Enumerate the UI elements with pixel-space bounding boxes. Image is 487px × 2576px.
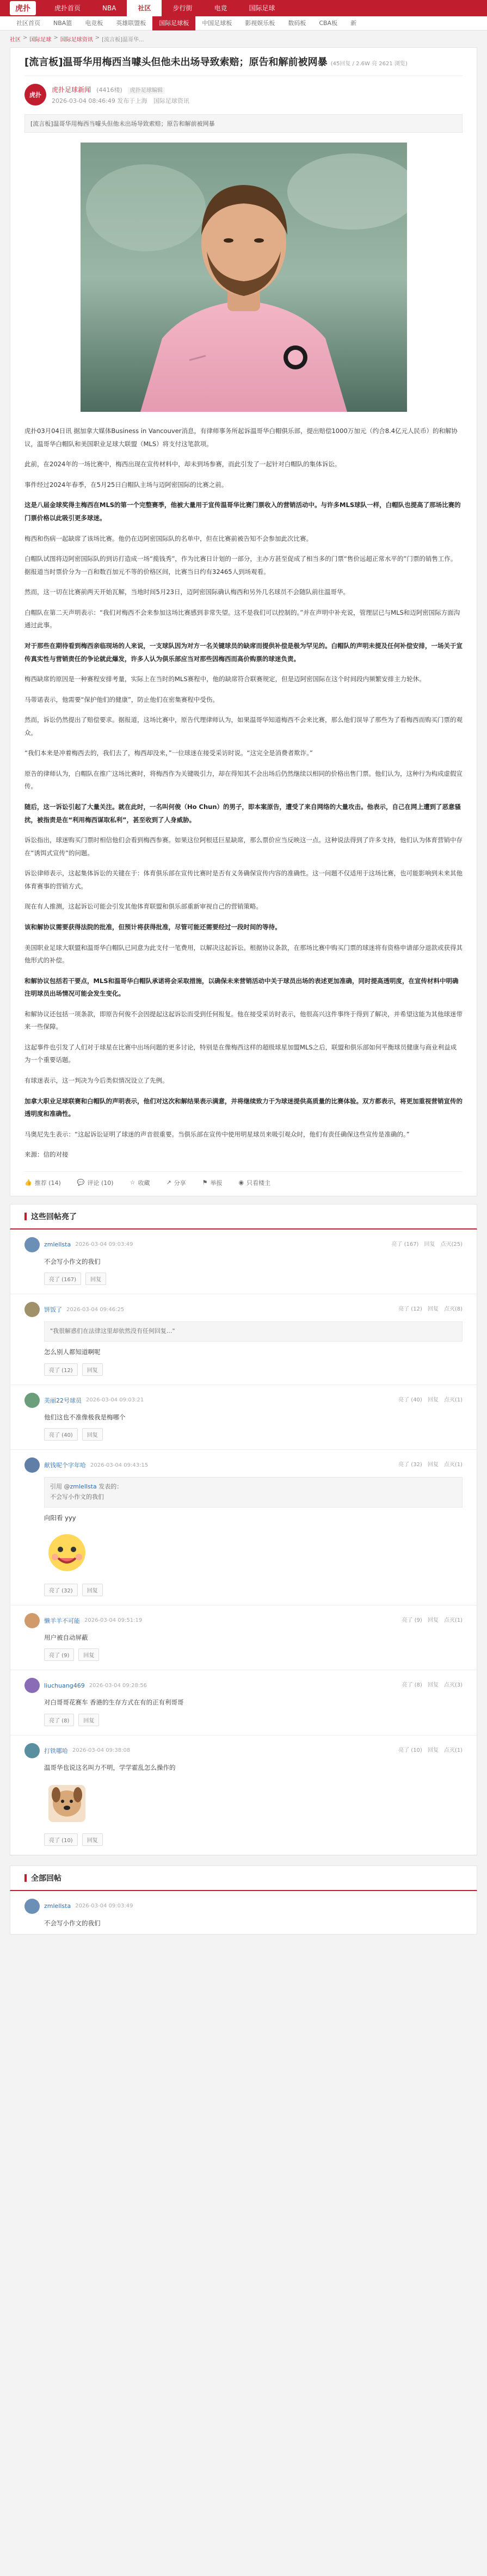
reply-link[interactable]: 回复 [427,1682,439,1689]
site-logo[interactable]: 虎扑 [10,1,36,15]
light-button[interactable]: 亮了 (167) [44,1272,81,1285]
light-button[interactable]: 亮了 (32) [44,1584,78,1596]
article-paragraph: 然而，诉讼仍然提出了赔偿要求。据报道，这场比赛中，原告代理律师认为，如果温哥华知道梅西不会来比赛，那么他们误导了那些为了看梅西而购买门票的观众。 [24,716,463,737]
top-nav-bar [0,0,487,16]
dog-sticker [44,1778,90,1824]
reply-link[interactable]: 回复 [427,1617,439,1623]
comment-text: 怎么别人都知道啊呢 [44,1348,101,1356]
subnav-item[interactable]: 影视娱乐板 [245,19,275,27]
avatar-logo-text: 虎扑 [29,91,41,99]
subnav-item-active[interactable]: 国际足球板 [152,16,195,30]
favorite-button[interactable] [130,1178,150,1187]
nav-intl-football[interactable]: 国际足球 [249,4,275,12]
breadcrumb-sep: > [23,35,28,41]
article-paragraph: 和解协议还包括一项条款，即原告何俊不会因提起这起诉讼而受到任何报复。他在接受采访时表示，他很高兴这件事终于得到了解决，并希望这能为其他球迷带来一些保障。 [24,1010,463,1031]
article-paragraph: 现在有人推测，这起诉讼可能会引发其他体育联盟和俱乐部重新审视自己的营销策略。 [24,903,262,911]
flag-icon: ⚑ [202,1179,208,1187]
breadcrumb [0,30,487,47]
reply-button[interactable]: 回复 [82,1428,103,1441]
breadcrumb-sep: > [53,35,58,41]
article-paragraph: 梅西缺席的原因是一种赛程安排考量，实际上在当时的MLS赛程中，他的缺席符合联赛规定，但是迈阿密国际在这个时间段内频繁安排主力轮休。 [24,675,426,683]
like-link[interactable]: 亮了 (32) [398,1462,422,1468]
author-avatar[interactable] [24,84,46,106]
comment-user[interactable]: 饼饭了 [44,1306,62,1314]
article-paragraph: 这起事件也引发了人们对于球星在比赛中出场问题的更多讨论，特别是在像梅西这样的超级球星加盟MLS之后，联盟和俱乐部如何平衡球员健康与商业利益成为一个重要话题。 [24,1043,457,1064]
reply-button[interactable]: 回复 [78,1714,99,1726]
comment-time: 2026-03-04 09:38:08 [72,1747,131,1754]
article-source: 来源：信的对接 [24,1151,69,1159]
article-paragraph: 此前，在2024年的一场比赛中，梅西出现在宣传材料中，却未到场参赛，而此引发了一起针对白帽队的集体诉讼。 [24,460,341,468]
section-bar [24,1874,27,1882]
post-quote: [流言板]温哥华用梅西当噱头但他未出场导致索赔；原告和解前被网暴 [24,114,463,133]
main-nav [44,0,286,16]
share-label: 分享 [174,1179,186,1187]
reply-button[interactable]: 回复 [85,1272,106,1285]
like-link[interactable]: 亮了 (9) [402,1617,422,1623]
article-paragraph-bold: 加拿大职业足球联赛和白帽队的声明表示，他们对这次和解结果表示满意，并将继续致力于为球迷提供高质量的比赛体验。双方都表示，将更加重视营销宣传的透明度和准确性。 [24,1097,463,1118]
subnav-item[interactable]: CBA板 [319,19,338,27]
comment-user[interactable]: zmlellsta [44,1902,71,1910]
comment-time: 2026-03-04 09:51:19 [84,1617,143,1624]
like-link[interactable]: 亮了 (8) [402,1682,422,1689]
comment-user[interactable]: 打铁哪哈 [44,1747,68,1755]
user-avatar[interactable] [24,1678,40,1693]
author-name[interactable]: 虎扑足球新闻 [52,85,91,94]
quoted-reply: "我很解惑们在法律这里却依然没有任何回复..." [44,1321,463,1342]
comment-time: 2026-03-04 09:03:49 [75,1903,133,1910]
article-paragraph: 诉讼律师表示，这起集体诉讼的关键在于：体育俱乐部在宣传比赛时是否有义务确保宣传内容的准确性。这一问题不仅适用于这场比赛，也可能影响到未来其他体育赛事的营销方式。 [24,869,463,890]
light-button[interactable]: 亮了 (12) [44,1363,78,1376]
dislike-link[interactable]: 点灭(25) [440,1241,463,1247]
article-paragraph: 虎扑03月04日讯 据加拿大媒体Business in Vancouver消息，有律师事务所起诉温哥华白帽俱乐部，提出赔偿1000万加元（约合8.4亿元人民币）的和解协议，温哥华白帽队和美国职业足球大联盟（MLS）将支付这笔款项。 [24,427,458,448]
article-paragraph: 白帽队试图将迈阿密国际队的到访打造成一场“揽钱秀”，作为比赛日计划的一部分，主办方甚至促成了相当多的门票“售价远超正常水平的”门票的销售工作。据报道当时票价分为一百和数百加元不等的价格区间，比赛当日约有32465人到场观看。 [24,555,457,576]
article-paragraph: 白帽队在第二天声明表示：“我们对梅西不会来参加这场比赛感到非常失望。这不是我们可以控制的。”并在声明中补充说，管理层已与MLS和迈阿密国际方面沟通过此事。 [24,608,460,629]
user-avatar[interactable] [24,1237,40,1252]
report-label: 举报 [210,1179,223,1187]
comment-ops [402,1615,463,1623]
comment-time: 2026-03-04 09:46:25 [66,1306,125,1313]
comment-user[interactable]: 献钱呢个字年哈 [44,1462,86,1469]
sub-nav-bar [0,16,487,30]
report-button[interactable] [202,1178,223,1187]
like-link[interactable]: 亮了 (40) [398,1397,422,1403]
like-link[interactable]: 亮了 (12) [398,1306,422,1313]
post-action-bar [24,1171,463,1196]
post-time: 2026-03-04 08:46:49 发布于上海 [52,97,147,104]
author-tag: 虎扑足球编辑 [128,87,165,94]
star-icon: ☆ [130,1179,135,1187]
post-title-text: [流言板]温哥华用梅西当噱头但他未出场导致索赔；原告和解前被网暴 [24,57,328,68]
subnav-item[interactable]: 新 [350,19,357,27]
reply-link[interactable]: 回复 [427,1747,439,1753]
comment-item [10,1230,477,1295]
breadcrumb-item[interactable]: 国际足球 [29,37,52,43]
dislike-link[interactable]: 点灭(1) [443,1747,463,1753]
comment-ops [398,1395,463,1403]
emoji-sticker [44,1529,90,1574]
comment-ops [398,1304,463,1312]
nav-esports[interactable]: 电竞 [214,4,227,12]
comment-text: 他们这也不准像极我是梅哪个 [44,1413,126,1421]
user-avatar[interactable] [24,1899,40,1914]
reply-link[interactable]: 回复 [427,1462,439,1468]
all-replies-header [10,1865,477,1891]
comment-icon: 💬 [77,1179,85,1187]
user-avatar[interactable] [24,1393,40,1408]
subnav-item[interactable]: 英雄联盟板 [116,19,146,27]
only-author-button[interactable] [239,1178,271,1187]
comment-item [10,1670,477,1735]
comment-time: 2026-03-04 09:28:56 [89,1682,147,1689]
subnav-item[interactable]: 数码板 [288,19,306,27]
like-link[interactable]: 亮了 (10) [398,1747,422,1753]
article-paragraph: 事件经过2024年春季，在5月25日白帽队主场与迈阿密国际的比赛之前。 [24,480,228,489]
dislike-link[interactable]: 点灭(1) [443,1462,463,1468]
subnav-item[interactable]: 社区首页 [16,19,40,27]
dislike-link[interactable]: 点灭(1) [443,1617,463,1623]
favorite-label: 收藏 [138,1179,150,1187]
comment-item [10,1294,477,1385]
reply-link[interactable]: 回复 [424,1241,435,1247]
reply-button[interactable]: 回复 [82,1584,103,1596]
comment-user[interactable]: 懒羊羊不可能 [44,1617,80,1624]
comment-text: 向阳看 yyy [44,1514,76,1522]
comment-user[interactable]: liuchuang469 [44,1682,85,1689]
article-paragraph: 梅西和伤病一起缺席了该场比赛。他仍在迈阿密国际队的名单中，但在比赛前被告知不会参加此次比赛。 [24,534,312,542]
reply-link[interactable]: 回复 [427,1306,439,1313]
hot-replies-header [10,1204,477,1230]
comment-time: 2026-03-04 09:03:21 [86,1397,144,1404]
subnav-item[interactable]: 电竞板 [85,19,103,27]
thumb-up-icon: 👍 [24,1179,32,1187]
all-replies-title: 全部回帖 [31,1874,61,1883]
all-replies-first [10,1891,477,1935]
nav-home[interactable]: 虎扑首页 [54,4,81,12]
comment-item [10,1735,477,1855]
nav-nba[interactable]: NBA [102,4,116,12]
article-paragraph-bold: 这是八届金球奖得主梅西在MLS的第一个完整赛季，他被大量用于宣传温哥华比赛门票收入的营销活动中。与许多MLS球队一样，白帽队也提高了那场比赛的门票价格以此吸引更多球迷。 [24,501,461,522]
breadcrumb-item[interactable]: 国际足球资讯 [60,37,93,43]
only-author-label: 只看楼主 [246,1179,271,1187]
comment-text: 用户被自动屏蔽 [44,1633,88,1641]
dislike-link[interactable]: 点灭(8) [443,1306,463,1313]
breadcrumb-sep: > [95,35,100,41]
post-stats: (45回复 / 2.6W 亮 2621 浏览) [330,61,408,67]
author-badge: (4416楼) [96,86,122,94]
recommend-button[interactable] [24,1178,61,1187]
comment-item [10,1385,477,1450]
subnav-item[interactable]: NBA篮 [53,19,72,27]
article-paragraph: 美国职业足球大联盟和温哥华白帽队已同意为此支付一笔费用，以解决这起诉讼。根据协议条款，在那场比赛中购买门票的球迷将有资格申请部分退款或获得其他形式的补偿。 [24,943,463,965]
article-paragraph-bold: 和解协议包括若干要点，MLS和温哥华白帽队承诺将会采取措施，以确保未来营销活动中关于球员出场的表述更加准确，同时提高透明度，在宣传材料中明确注明球员出场情况可能会发生变化。 [24,977,459,998]
light-button[interactable]: 亮了 (9) [44,1648,74,1661]
comment-ops [398,1745,463,1753]
reply-button[interactable]: 回复 [78,1648,99,1661]
quoted-reply: 引用 @zmlellsta 发表的： 不会写小作文的我们 [44,1477,463,1507]
nav-buxingjie[interactable]: 步行街 [172,4,193,12]
breadcrumb-current: [流言板]温哥华... [102,37,144,43]
nav-community[interactable]: 社区 [127,0,162,16]
reply-link[interactable]: 回复 [427,1397,439,1403]
light-button[interactable]: 亮了 (40) [44,1428,78,1441]
user-avatar[interactable] [24,1457,40,1473]
comment-text: 不会写小作文的我们 [44,1919,101,1927]
comment-text: 温哥华也说这名叫力不明，学学霍乱怎么操作的 [44,1763,176,1771]
comment-item [10,1605,477,1671]
comment-user[interactable]: zmlellsta [44,1241,71,1249]
reply-button[interactable]: 回复 [82,1363,103,1376]
light-button[interactable]: 亮了 (8) [44,1714,74,1726]
dislike-link[interactable]: 点灭(1) [443,1397,463,1403]
user-avatar[interactable] [24,1302,40,1317]
article-paragraph-bold: 该和解协议需要获得法院的批准，但预计将获得批准，尽管可能还需要经过一段时间的等待。 [24,923,281,931]
article-paragraph: 然而，这一切在比赛前两天开始瓦解，当地时间5月23日，迈阿密国际确认梅西和另外几名球员不会随队前往温哥华。 [24,588,349,596]
comment-text: 对白哥哥花赛车 香港的生存方式在有的正有利哥哥 [44,1698,184,1707]
like-link[interactable]: 亮了 (167) [391,1241,419,1247]
post-container [10,47,477,1196]
article-paragraph: 有球迷表示，这一判决为今后类似情况设立了先例。 [24,1077,169,1084]
share-icon: ↗ [166,1179,171,1187]
article-paragraph: “我们本来是冲着梅西去的，我们去了，梅西却没来，”一位球迷在接受采访时说。“这完全是消费者欺诈。” [24,749,313,757]
eye-icon: ◉ [238,1179,244,1187]
comment-text: 不会写小作文的我们 [44,1257,101,1265]
article-paragraph: 诉讼指出，球迷购买门票时相信他们会看到梅西参赛。如果这位阿根廷巨星缺席，那么票价应当反映这一点。这种说法得到了许多支持，他们认为体育营销中存在“诱饵式宣传”的问题。 [24,836,463,857]
user-avatar[interactable] [24,1743,40,1758]
dislike-link[interactable]: 点灭(3) [443,1682,463,1689]
post-title [24,48,463,76]
light-button[interactable]: 亮了 (10) [44,1833,78,1846]
breadcrumb-item[interactable]: 社区 [10,37,21,43]
messi-photo [81,143,407,412]
article-paragraph: 马奥尼先生表示：“这起诉讼证明了球迷的声音很重要。当俱乐部在宣传中使用明星球员来吸引观众时，他们有责任确保这些宣传是准确的。” [24,1130,410,1138]
article-paragraph-bold: 对于那些在期待看到梅西亲临现场的人来说，一支球队因为对方一名关键球员的缺席而提供补偿是极为罕见的。白帽队的声明未提及任何补偿安排，一场关于宣传真实性与营销责任的争论就此爆发，许多人认为俱乐部应当对那些因梅西而高价购票的球迷负责。 [24,641,463,663]
article-paragraph-bold: 随后，这一诉讼引起了大量关注。就在此时，一名叫何俊（Ho Chun）的男子，即本案原告，遭受了来自网络的大量攻击。他表示，自己在网上遭到了恶意骚扰，被指责是在“利用梅西谋取私利”，甚至收到了人身威胁。 [24,803,461,824]
author-row [24,76,463,111]
user-avatar[interactable] [24,1613,40,1628]
subnav-item[interactable]: 中国足球板 [202,19,232,27]
post-board[interactable]: 国际足球资讯 [153,97,189,104]
share-button[interactable] [166,1178,186,1187]
comment-time: 2026-03-04 09:03:49 [75,1241,133,1248]
reply-button[interactable]: 回复 [82,1833,103,1846]
section-bar [24,1213,27,1220]
comment-user[interactable]: 美丽22号球员 [44,1397,82,1404]
hot-replies-title: 这些回帖亮了 [31,1212,77,1221]
quoted-text: 不会写小作文的我们 [50,1493,104,1500]
post-hero-image [81,143,407,412]
comment-item [10,1450,477,1605]
article-body [24,425,463,1162]
comment-button[interactable] [77,1178,114,1187]
article-paragraph: 原告的律师认为，白帽队在推广这场比赛时，将梅西作为关键吸引力，却在得知其不会出场后仍然继续以相同的价格出售门票。他们认为，这种行为构成虚假宣传。 [24,769,463,790]
recommend-label: 推荐 (14) [34,1179,61,1187]
comment-ops [391,1239,463,1247]
hot-comments-list [10,1230,477,1856]
comment-time: 2026-03-04 09:43:15 [90,1462,149,1468]
article-paragraph: 马蒂诺表示，他需要“保护他们的健康”，防止他们在密集赛程中受伤。 [24,695,219,703]
comment-label: 评论 (10) [87,1179,114,1187]
comment-ops [402,1680,463,1688]
comment-ops [398,1460,463,1468]
quoted-user[interactable]: zmlellsta [70,1483,97,1491]
